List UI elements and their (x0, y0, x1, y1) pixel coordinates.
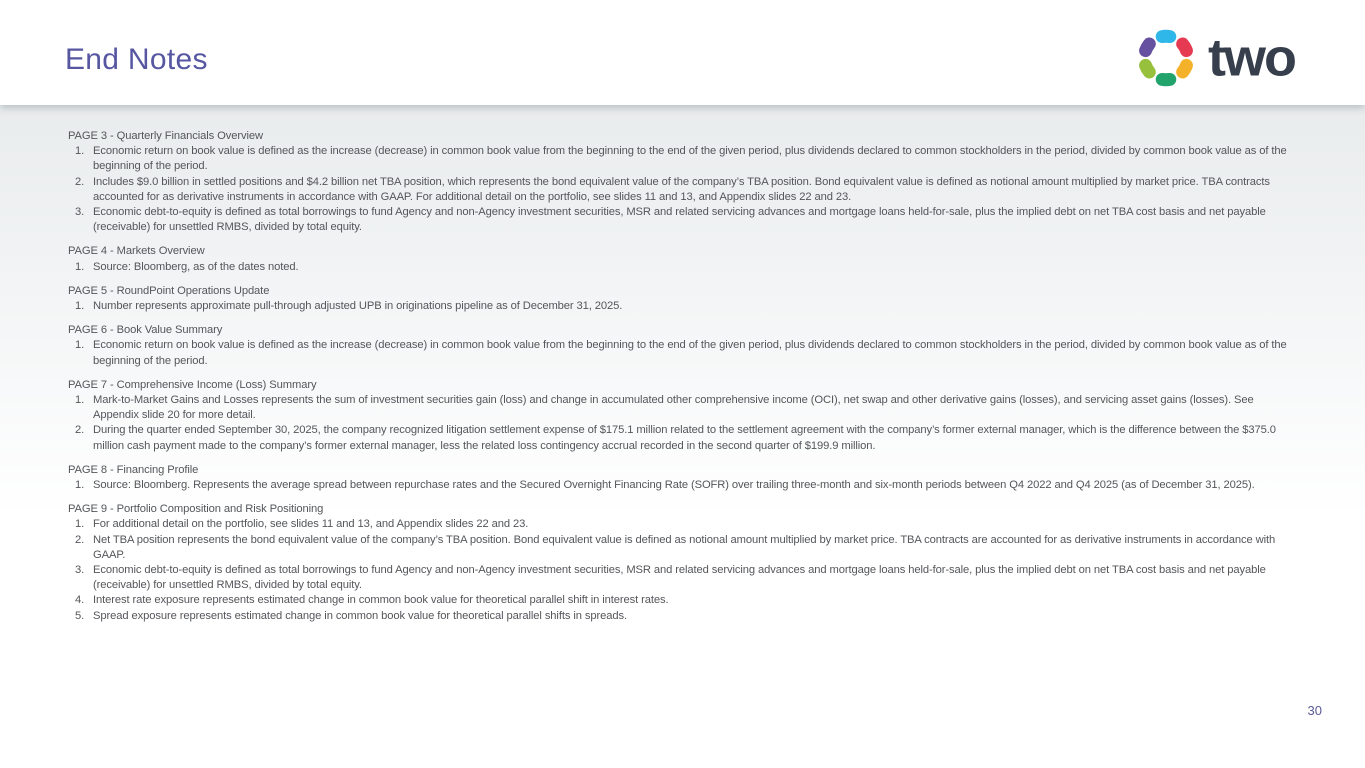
endnote-section-heading: PAGE 7 - Comprehensive Income (Loss) Summary (68, 378, 317, 391)
endnote-item-text: Net TBA position represents the bond equivalent value of the company’s TBA position. Bond equivalent value is defined as notional amount multiplied by market price. TBA contracts are accounted for as derivative instruments in accordance with GAAP. (93, 533, 1276, 561)
endnote-item (68, 205, 1299, 235)
endnote-section-heading: PAGE 3 - Quarterly Financials Overview (68, 130, 263, 142)
endnote-item (68, 338, 1299, 368)
endnote-item-number: 1. (75, 479, 85, 492)
endnote-item-number: 1. (75, 300, 85, 313)
endnote-section (68, 502, 1299, 624)
endnote-section (68, 284, 1299, 314)
endnote-list (68, 517, 1299, 623)
page-title: End Notes (65, 43, 208, 76)
endnote-section-heading: PAGE 6 - Book Value Summary (68, 324, 223, 337)
endnotes-content (68, 105, 1299, 633)
endnote-item-text: For additional detail on the portfolio, see slides 11 and 13, and Appendix slides 22 and 23. (93, 518, 529, 531)
endnote-item-text: Economic return on book value is defined as the increase (decrease) in common book value from the beginning to the end of the given period, plus dividends declared to common stockholders in the period, divided by common book value as of the beginning of the period. (93, 145, 1287, 173)
endnote-item-number: 1. (75, 339, 85, 352)
endnote-section (68, 129, 1299, 235)
endnote-item-number: 4. (75, 594, 85, 607)
endnote-item (68, 393, 1299, 423)
endnote-item-number: 1. (75, 518, 85, 531)
endnote-item (68, 260, 1299, 275)
endnote-item-number: 3. (75, 206, 85, 219)
logo-segment-top-right (1183, 44, 1187, 51)
endnote-item-text: Economic return on book value is defined as the increase (decrease) in common book value from the beginning to the end of the given period, plus dividends declared to common stockholders in the period, divided by common book value as of the beginning of the period. (93, 339, 1287, 367)
endnote-item-number: 3. (75, 564, 85, 577)
endnote-item-number: 1. (75, 260, 85, 273)
endnote-item-number: 5. (75, 609, 85, 622)
endnote-item-text: Number represents approximate pull-through adjusted UPB in originations pipeline as of December 31, 2025. (93, 300, 623, 313)
endnote-item (68, 593, 1299, 608)
endnote-item-text: Economic debt-to-equity is defined as total borrowings to fund Agency and non-Agency investment securities, MSR and related servicing advances and mortgage loans held-for-sale, plus the implied debt on net TBA cost basis and net payable (receivable) for unsettled RMBS, divided by total equity. (93, 206, 1266, 234)
endnote-section (68, 378, 1299, 454)
endnote-list (68, 299, 1299, 314)
endnote-item-number: 2. (75, 424, 85, 437)
endnote-item-text: Economic debt-to-equity is defined as total borrowings to fund Agency and non-Agency investment securities, MSR and related servicing advances and mortgage loans held-for-sale, plus the implied debt on net TBA cost basis and net payable (receivable) for unsettled RMBS, divided by total equity. (93, 564, 1266, 592)
endnote-list (68, 260, 1299, 275)
endnote-item (68, 478, 1299, 493)
logo-segment-bottom-right (1183, 65, 1187, 72)
logo-wordmark: two (1208, 28, 1295, 88)
endnote-item-text: Mark-to-Market Gains and Losses represents the sum of investment securities gain (loss) and change in accumulated other comprehensive income (OCI), net swap and other derivative gains (losses), and servicing asset gains (losses). See Appendix slide 20 for more detail. (93, 394, 1254, 422)
endnote-item-text: During the quarter ended September 30, 2025, the company recognized litigation settlement expense of $175.1 million related to the settlement agreement with the company’s former external manager, which is the difference between the $375.0 million cash payment made to the company’s former external manager, less the related loss contingency accrual recorded in the second quarter of $199.9 million. (93, 424, 1276, 452)
endnote-item (68, 144, 1299, 174)
logo-segment-bottom-left (1145, 65, 1149, 72)
endnote-item-number: 2. (75, 533, 85, 546)
endnote-item-text: Includes $9.0 billion in settled positions and $4.2 billion net TBA position, which represents the bond equivalent value of the company’s TBA position. Bond equivalent value is defined as notional amount multiplied by market price. TBA contracts accounted for as derivative instruments in accordance with GAAP. For additional detail on the portfolio, see slides 11 and 13, and Appendix slides 22 and 23. (93, 175, 1270, 203)
endnote-section-heading: PAGE 5 - RoundPoint Operations Update (68, 284, 270, 297)
endnote-section (68, 244, 1299, 274)
endnote-item-number: 1. (75, 145, 85, 158)
endnote-section (68, 323, 1299, 369)
endnote-list (68, 144, 1299, 235)
logo-segment-top-left (1145, 44, 1149, 51)
company-logo (1130, 24, 1295, 92)
endnote-item-text: Spread exposure represents estimated change in common book value for theoretical parallel shifts in spreads. (93, 609, 627, 622)
endnote-item-text: Source: Bloomberg. Represents the average spread between repurchase rates and the Secured Overnight Financing Rate (SOFR) over trailing three-month and six-month periods between Q4 2022 and Q4 2025 (as of December 31, 2025). (93, 479, 1255, 492)
endnote-item (68, 175, 1299, 205)
endnote-item (68, 517, 1299, 532)
endnote-section-heading: PAGE 8 - Financing Profile (68, 463, 199, 476)
endnote-item-number: 1. (75, 394, 85, 407)
endnote-list (68, 393, 1299, 454)
endnote-item-number: 2. (75, 175, 85, 188)
endnote-list (68, 478, 1299, 493)
page-number: 30 (1307, 703, 1322, 718)
endnote-section-heading: PAGE 4 - Markets Overview (68, 245, 205, 258)
endnote-item (68, 563, 1299, 593)
endnote-item-text: Interest rate exposure represents estimated change in common book value for theoretical parallel shift in interest rates. (93, 594, 669, 607)
endnote-section (68, 463, 1299, 493)
endnote-item-text: Source: Bloomberg, as of the dates noted. (93, 260, 299, 273)
two-pinwheel-logo-icon (1130, 24, 1202, 92)
endnote-item (68, 533, 1299, 563)
endnote-item (68, 299, 1299, 314)
slide-header (0, 0, 1365, 105)
endnote-item (68, 423, 1299, 453)
endnote-section-heading: PAGE 9 - Portfolio Composition and Risk Positioning (68, 503, 324, 516)
endnote-item (68, 609, 1299, 624)
endnote-list (68, 338, 1299, 368)
